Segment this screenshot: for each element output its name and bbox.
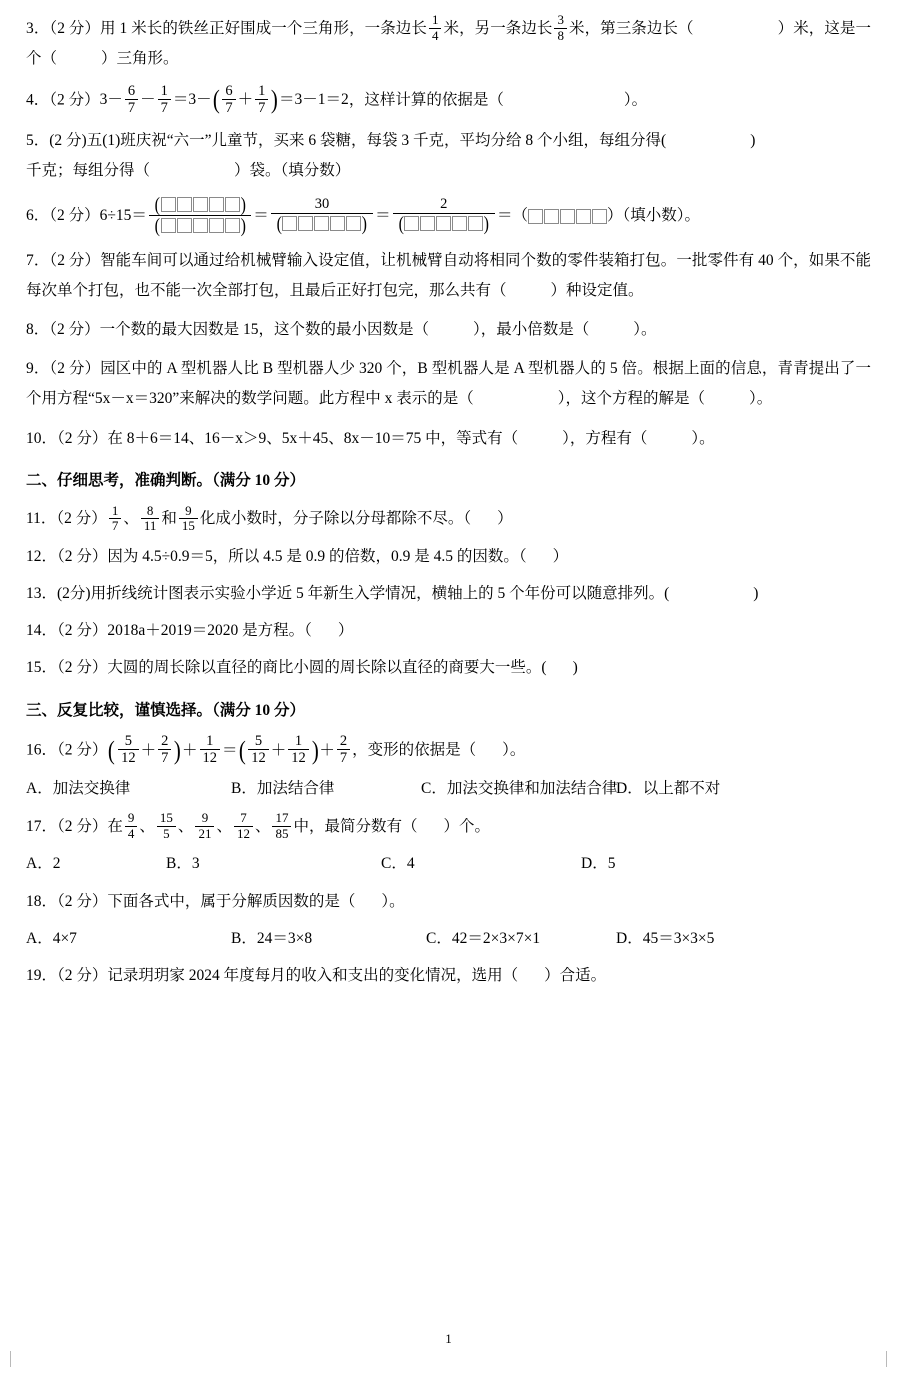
question-18-options <box>26 924 871 953</box>
separator: 、 <box>139 817 155 835</box>
question-18 <box>26 887 871 917</box>
fraction-one-twelfth-2: $\frac{1}{12}$ <box>288 733 309 766</box>
q17-label: 17．（2 分） <box>26 817 108 835</box>
option-b[interactable]: B．3 <box>166 855 200 873</box>
q17-text-1: 中，最简分数有（ <box>293 817 418 835</box>
q9-text-1: 园区中的 A 型机器人比 B 型机器人少 320 个，B 型机器人是 A 型机器人的 5 倍。根据上面的信息，青青提出了一个用方程“5x－x＝320”来解决的数学问题。此方程中 x 表示的是（ <box>26 360 871 408</box>
separator: 、 <box>216 817 232 835</box>
q19-label: 19．（2 分） <box>26 967 108 985</box>
q7-label: 7．（2 分） <box>26 251 101 269</box>
blank-boxes[interactable] <box>161 197 240 212</box>
option-b[interactable]: B．加法结合律 <box>231 780 335 798</box>
q8-text-2: ），最小倍数是（ <box>473 321 590 339</box>
crop-mark-left <box>10 1351 11 1367</box>
q4-expr-a: 3－ <box>99 91 123 109</box>
q19-text-2: ）合适。 <box>544 967 607 985</box>
equals-2: ＝ <box>375 207 391 224</box>
q3-text-1: 用 1 米长的铁丝正好围成一个三角形，一条边长 <box>100 20 427 37</box>
q9-text-2: ），这个方程的解是（ <box>557 390 706 408</box>
fraction-one-seventh: $\frac{1}{7}$ <box>158 83 171 116</box>
q5-text-1: 五(1)班庆祝“六一”儿童节，买来 6 袋糖，每袋 3 千克，平均分给 8 个小组，每组分得( <box>86 132 667 150</box>
q15-text-1: 大圆的周长除以直径的商比小圆的周长除以直径的商要大一些。( <box>107 659 547 677</box>
q6-text-end: ）（填小数）。 <box>607 206 701 224</box>
fraction-fifteen-fifths: $\frac{15}{5}$ <box>157 811 176 841</box>
question-11 <box>26 504 871 534</box>
q8-text-1: 一个数的最大因数是 15，这个数的最小因数是（ <box>99 321 430 339</box>
q6-expression: 6÷15＝ ( ) ( ) ＝ 30 ( ) ＝ 2 ( ) ＝ （ <box>100 196 607 237</box>
equals: ＝ <box>222 741 238 759</box>
paren-close-2: ) <box>311 735 319 765</box>
q11-text-1: 化成小数时，分子除以分母都除不尽。（ <box>199 510 472 528</box>
fraction-boxes-1: ( ) ( ) <box>149 195 251 236</box>
q3-text-2: 米，另一条边长 <box>443 20 553 37</box>
q6-label: 6．（2 分） <box>26 206 100 224</box>
q17-text-0: 在 <box>107 817 123 835</box>
q5-text-3: 千克；每组分得（ <box>26 162 151 180</box>
question-12 <box>26 542 871 572</box>
paren-open-2: ( <box>238 735 246 765</box>
fraction-six-sevenths-2: $\frac{6}{7}$ <box>222 83 235 116</box>
plus-sign: ＋ <box>237 91 254 109</box>
question-16-options <box>26 774 871 803</box>
plus-sign: ＋ <box>140 741 157 759</box>
q12-text-2: ） <box>552 547 569 565</box>
separator-he: 和 <box>161 510 177 528</box>
question-19 <box>26 961 871 991</box>
fraction-2-over-boxes: 2 ( ) <box>393 196 495 233</box>
section-heading-3: 三、反复比较，谨慎选择。（满分 10 分） <box>26 701 306 719</box>
option-b[interactable]: B．24＝3×8 <box>231 930 313 948</box>
option-a[interactable]: A．2 <box>26 855 61 873</box>
question-16 <box>26 734 871 767</box>
option-a[interactable]: A．加法交换律 <box>26 780 131 798</box>
q3-text-4: ）米，这是一个（ <box>26 20 871 68</box>
q9-label: 9．（2 分） <box>26 360 101 378</box>
q12-label: 12．（2 分） <box>26 547 108 565</box>
question-9 <box>26 354 871 414</box>
q16-text-1: ，变形的依据是（ <box>352 741 477 759</box>
option-c[interactable]: C．加法交换律和加法结合律 <box>421 780 618 798</box>
fraction-seventeen-eightyfifths: $\frac{17}{85}$ <box>272 811 291 841</box>
q3-label: 3．（2 分） <box>26 20 101 37</box>
q4-text-after: ，这样计算的依据是（ <box>348 91 504 108</box>
q9-text-3: ）。 <box>749 390 773 408</box>
fraction-five-twelfths: $\frac{5}{12}$ <box>118 733 139 766</box>
option-a[interactable]: A．4×7 <box>26 930 77 948</box>
q6-expr-1: 6÷15＝ <box>99 207 147 224</box>
section-heading-2: 二、仔细思考，准确判断。（满分 10 分） <box>26 471 306 489</box>
plus-sign-4: ＋ <box>319 741 335 759</box>
q18-label: 18．（2 分） <box>26 892 108 910</box>
q12-text-1: 因为 4.5÷0.9＝5，所以 4.5 是 0.9 的倍数，0.9 是 4.5 的因数。（ <box>107 547 527 565</box>
question-6 <box>26 193 871 237</box>
q7-text-2: ）种设定值。 <box>550 281 644 299</box>
minus-sign: － <box>140 91 156 109</box>
fraction-one-seventh: $\frac{1}{7}$ <box>109 504 122 534</box>
fraction-seven-twelfths: $\frac{7}{12}$ <box>234 811 253 841</box>
q10-text-2: ），方程有（ <box>562 429 648 447</box>
q10-label: 10．（2 分） <box>26 429 108 447</box>
question-5 <box>26 126 871 186</box>
fraction-30-over-boxes: 30 ( ) <box>271 196 373 233</box>
separator: 、 <box>123 510 139 528</box>
q13-text-2: ) <box>753 584 759 602</box>
question-3 <box>26 14 871 75</box>
q19-text-1: 记录玥玥家 2024 年度每月的收入和支出的变化情况，选用（ <box>107 967 519 985</box>
q4-label: 4．（2 分） <box>26 91 100 108</box>
question-17-options <box>26 849 871 878</box>
q5-text-2: ) <box>750 132 756 150</box>
option-c[interactable]: C．42＝2×3×7×1 <box>426 930 541 948</box>
question-7 <box>26 246 871 306</box>
fraction-nine-twentyfirsts: $\frac{9}{21}$ <box>195 811 214 841</box>
fraction-one-fourth: $\frac{1}{4}$ <box>429 13 442 43</box>
q15-label: 15．（2 分） <box>26 659 108 677</box>
q11-label: 11．（2 分） <box>26 510 107 528</box>
paren-close: ) <box>174 735 182 765</box>
paren-close: ) <box>271 85 279 115</box>
q4-eq-2: ＝3－1＝2 <box>279 91 349 109</box>
q13-label: 13．(2分) <box>26 584 91 602</box>
page-number: 1 <box>445 1331 452 1346</box>
q10-text-3: ）。 <box>691 429 715 447</box>
q11-text-2: ） <box>497 510 513 528</box>
paren-open: ( <box>108 735 116 765</box>
question-4 <box>26 84 871 117</box>
q18-text-1: 下面各式中，属于分解质因数的是（ <box>107 892 356 910</box>
blank-boxes[interactable] <box>404 216 483 231</box>
plus-sign-3: ＋ <box>270 741 287 759</box>
plus-sign-2: ＋ <box>182 741 198 759</box>
paren-open: ( <box>212 85 220 115</box>
q4-text-end: ）。 <box>623 91 648 108</box>
blank-boxes[interactable] <box>528 209 607 224</box>
q4-expression <box>100 84 349 117</box>
fraction-nine-fifteenths: $\frac{9}{15}$ <box>179 504 198 534</box>
q5-text-4: ）袋。（填分数） <box>234 162 351 180</box>
fraction-eight-elevenths: $\frac{8}{11}$ <box>141 504 160 534</box>
fraction-one-twelfth: $\frac{1}{12}$ <box>200 733 221 766</box>
separator: 、 <box>177 817 194 835</box>
option-d[interactable]: D．以上都不对 <box>616 780 721 798</box>
fraction-two-sevenths: $\frac{2}{7}$ <box>158 733 171 766</box>
question-10 <box>26 424 871 454</box>
q14-text-1: 2018a＋2019＝2020 是方程。（ <box>107 622 312 640</box>
blank-boxes[interactable] <box>282 216 361 231</box>
q16-expression <box>107 734 352 767</box>
blank-boxes[interactable] <box>161 218 240 233</box>
separator: 、 <box>254 817 271 835</box>
q3-text-5: ）三角形。 <box>101 50 179 68</box>
equals-3: ＝ <box>496 207 513 224</box>
question-15 <box>26 653 871 683</box>
q8-text-3: ）。 <box>633 321 657 339</box>
fraction-two-sevenths-2: $\frac{2}{7}$ <box>337 733 350 766</box>
q5-label: 5．(2 分) <box>26 132 87 150</box>
option-c[interactable]: C．4 <box>381 855 415 873</box>
q15-text-2: ) <box>572 659 578 677</box>
q3-text-3: 米，第三条边长（ <box>568 20 694 37</box>
crop-mark-right <box>886 1351 887 1367</box>
option-d[interactable]: D．45＝3×3×5 <box>616 930 715 948</box>
equals-1: ＝ <box>253 207 269 224</box>
fraction-six-sevenths: $\frac{6}{7}$ <box>125 83 138 116</box>
q16-label: 16．（2 分） <box>26 741 108 759</box>
q13-text-1: 用折线统计图表示实验小学近 5 年新生入学情况，横轴上的 5 个年份可以随意排列。( <box>90 584 670 602</box>
q14-text-2: ） <box>337 622 354 640</box>
question-17 <box>26 812 871 842</box>
fraction-nine-fourths: $\frac{9}{4}$ <box>125 811 138 841</box>
question-14 <box>26 616 871 646</box>
option-d[interactable]: D．5 <box>581 855 616 873</box>
q10-text-1: 在 8＋6＝14、16－x＞9、5x＋45、8x－10＝75 中，等式有（ <box>107 429 519 447</box>
question-8 <box>26 315 871 345</box>
fraction-five-twelfths-2: $\frac{5}{12}$ <box>248 733 269 766</box>
q7-text-1: 智能车间可以通过给机械臂输入设定值，让机械臂自动将相同个数的零件装箱打包。一批零件有 40 个，如果不能每次单个打包，也不能一次全部打包，且最后正好打包完，那么共有（ <box>26 251 871 299</box>
q17-text-2: ）个。 <box>443 817 490 835</box>
q4-eq-1: ＝3－ <box>172 91 212 109</box>
fraction-three-eighths: $\frac{3}{8}$ <box>554 13 567 43</box>
q18-text-2: ）。 <box>381 892 405 910</box>
q16-text-2: ）。 <box>502 741 526 759</box>
q14-label: 14．（2 分） <box>26 622 108 640</box>
q8-label: 8．（2 分） <box>26 321 100 339</box>
question-13 <box>26 579 871 609</box>
fraction-one-seventh-2: $\frac{1}{7}$ <box>255 83 268 116</box>
